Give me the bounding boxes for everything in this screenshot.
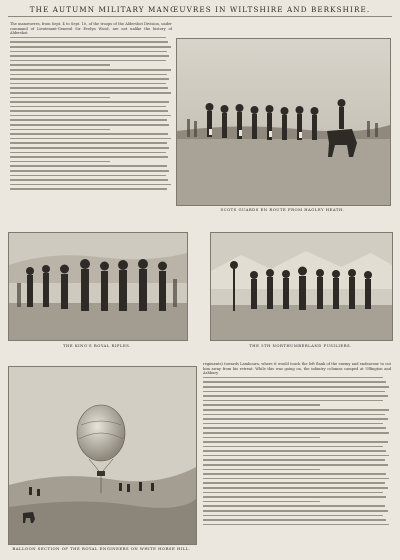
photo-kings-royal-rifles [8,232,188,341]
article-column-left [10,22,172,222]
text-line [10,133,168,135]
text-line [203,469,320,471]
text-line [203,427,386,429]
text-line [10,106,166,108]
text-line [10,161,110,163]
text-line [203,450,386,452]
text-line [203,409,389,411]
text-line [203,464,388,466]
text-line [10,74,167,76]
text-line [203,510,388,512]
caption-balloon-section: BALLOON SECTION OF THE ROYAL ENGINEERS ON WHITE HORSE HILL. [12,546,191,551]
text-line [203,492,383,494]
text-line [10,83,166,85]
text-line [10,51,167,53]
text-line [10,184,171,186]
text-line [10,78,169,80]
text-line [203,446,383,448]
text-line [203,459,385,461]
article-lead-left: The manœuvres, from Sept. 4 to Sept. 10, of the troops of the Aldershot Division, under command of Lieutenant-General Sir Evelyn Wood, are not unlike the history of Aldershot [10,22,172,36]
scots-guards-illustration [177,39,390,205]
text-line [10,60,166,62]
text-line [10,115,171,117]
text-line [10,179,168,181]
text-line [10,152,166,154]
text-line [203,404,320,406]
title-rule [8,16,392,17]
text-line [203,423,383,425]
text-lines-right [203,377,391,526]
text-line [203,515,383,517]
text-line [10,170,169,172]
text-lines-left [10,37,172,190]
text-line [203,377,383,379]
text-line [10,87,168,89]
text-line [203,478,389,480]
text-line [10,142,167,144]
text-line [203,524,389,526]
text-line [203,386,389,388]
text-line [203,414,385,416]
balloon-illustration [9,367,196,544]
article-column-right [203,362,391,550]
text-line [10,46,171,48]
text-line [10,119,167,121]
text-line [10,37,166,39]
text-line [203,482,385,484]
photo-scots-guards [176,38,391,206]
caption-kings-royal-rifles: THE KING'S ROYAL RIFLES. [63,343,131,348]
text-line [203,505,385,507]
text-line [10,138,171,140]
text-line [203,441,388,443]
text-line [10,124,169,126]
photo-balloon-section [8,366,197,545]
text-line [203,418,388,420]
text-line [10,129,110,131]
fusiliers-illustration [211,233,392,340]
text-line [203,432,389,434]
text-line [203,501,320,503]
kings-royal-rifles-illustration [9,233,187,340]
text-line [203,400,383,402]
text-line [10,175,166,177]
text-line [203,437,320,439]
text-line [203,496,386,498]
caption-scots-guards: SCOTS GUARDS EN ROUTE FROM HAGLEY HEATH. [220,207,345,212]
text-line [10,41,168,43]
text-line [10,110,168,112]
text-line [10,156,168,158]
text-line [203,473,386,475]
text-line [203,519,386,521]
text-line [203,487,388,489]
text-line [10,97,110,99]
text-line [203,455,389,457]
text-line [203,395,388,397]
text-line [10,188,167,190]
text-line [10,55,169,57]
text-line [10,92,171,94]
text-line [10,69,171,71]
text-line [10,147,169,149]
caption-northumberland-fusiliers: THE 5TH NORTHUMBERLAND FUSILIERS. [249,343,352,348]
text-line [10,64,110,66]
page-title: THE AUTUMN MILITARY MANŒUVRES IN WILTSHIRE AND BERKSHIRE. [29,5,371,14]
text-line [203,381,386,383]
article-lead-right: regiments) towards Lambourn, where it would touch the left flank of the enemy and endeavour to cut him away from his retreat. While this was going on, the infantry columns camped at Uffington and Ashbury [203,362,391,376]
text-line [10,101,169,103]
text-line [10,165,167,167]
photo-northumberland-fusiliers [210,232,393,341]
text-line [203,391,385,393]
